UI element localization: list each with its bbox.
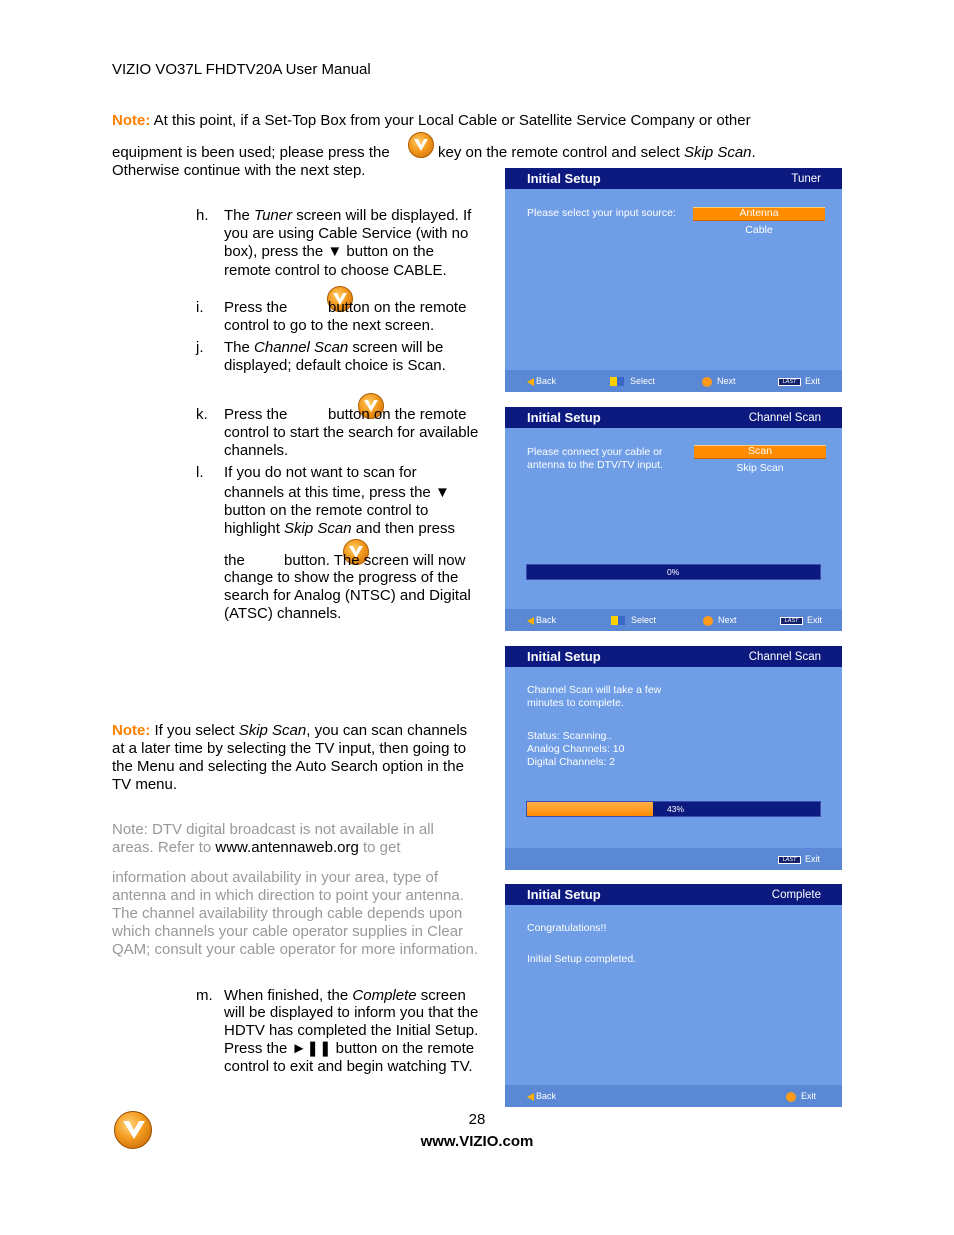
step-k-line1a: Press the (224, 406, 288, 423)
step-h-1b: Tuner (254, 207, 293, 224)
select-icon (610, 377, 624, 386)
intro-note-line2b (438, 144, 756, 162)
exit-v-icon (786, 1092, 796, 1102)
step-i-marker: i. (196, 299, 204, 316)
step-m-line5: control to exit and begin watching TV. (224, 1058, 473, 1075)
tuner-screen (505, 168, 842, 392)
step-m-line1 (224, 987, 466, 1005)
intro-note-line3: Otherwise continue with the next step. (112, 162, 366, 179)
footer-next-label: Next (718, 615, 737, 625)
intro-period: . (751, 144, 756, 161)
step-l-line7: search for Analog (NTSC) and Digital (224, 587, 471, 604)
note-label: Note: (112, 112, 151, 129)
step-m-marker: m. (196, 987, 213, 1004)
step-l-4c: and then press (351, 520, 455, 537)
step-j-1b: Channel Scan (254, 339, 349, 356)
step-l-line3: button on the remote control to (224, 502, 429, 519)
note2-1b: Skip Scan (238, 722, 307, 739)
step-j-marker: j. (196, 339, 204, 356)
step-l-line4 (224, 520, 455, 538)
option-scan[interactable]: Scan (694, 445, 826, 459)
next-v-icon (703, 616, 713, 626)
input-source-prompt: Please select your input source: (527, 207, 676, 219)
note2-line3: the Menu and selecting the Auto Search option in the (112, 758, 464, 775)
step-k-marker: k. (196, 406, 208, 423)
channel-scan-header (505, 407, 842, 428)
option-skip-scan[interactable]: Skip Scan (736, 462, 784, 474)
step-k-line3: channels. (224, 442, 289, 459)
note2-1a: If you select (150, 722, 239, 739)
footer-select-label: Select (630, 376, 656, 386)
complete-screen (505, 884, 842, 1107)
note3-line1: Note: DTV digital broadcast is not available in all (112, 821, 434, 838)
screen-name: Complete (771, 888, 821, 901)
footer-back-label: Back (536, 1091, 557, 1101)
skip-scan-italic: Skip Scan (683, 144, 752, 161)
footer-select[interactable] (610, 376, 655, 386)
footer-back[interactable] (527, 376, 556, 386)
scanning-progress-label: 43% (667, 804, 685, 814)
footer-exit[interactable] (780, 615, 822, 625)
back-arrow-icon (527, 378, 534, 386)
step-j-line2: displayed; default choice is Scan. (224, 357, 446, 374)
step-m-line2: will be displayed to inform you that the (224, 1004, 479, 1021)
back-arrow-icon (527, 617, 534, 625)
antennaweb-link[interactable]: www.antennaweb.org (215, 839, 359, 856)
note3-line5: The channel availability through cable depends upon (112, 905, 463, 922)
footer-back-label: Back (536, 615, 557, 625)
tuner-screen-header (505, 168, 842, 189)
scanning-footer (505, 848, 842, 870)
note3-2c: to get (358, 839, 401, 856)
footer-exit-label: Exit (807, 615, 823, 625)
footer-back[interactable] (527, 1091, 556, 1101)
scan-status: Status: Scanning.. (527, 730, 613, 742)
note2-label: Note: (112, 722, 151, 739)
last-key-icon: LAST (780, 617, 803, 625)
step-h-1c: screen will be displayed. If (292, 207, 472, 224)
step-i-line1b: button on the remote (328, 299, 467, 316)
digital-channels: Digital Channels: 2 (527, 756, 616, 768)
note3-line3: information about availability in your area, type of (112, 869, 439, 886)
note2-line2: at a later time by selecting the TV input, then going to (112, 740, 467, 757)
tuner-screen-footer (505, 370, 842, 392)
step-h-1a: The (224, 207, 255, 224)
step-l-line5b: button. The screen will now (284, 552, 466, 569)
footer-select-label: Select (631, 615, 657, 625)
option-cable[interactable]: Cable (745, 224, 773, 236)
step-m-1c: screen (416, 987, 466, 1004)
scanning-header (505, 646, 842, 667)
footer-next[interactable] (703, 615, 737, 626)
step-l-marker: l. (196, 464, 204, 481)
step-j-1c: screen will be (348, 339, 444, 356)
step-h-line1 (224, 207, 471, 225)
footer-url[interactable]: www.VIZIO.com (420, 1133, 534, 1150)
step-j-1a: The (224, 339, 255, 356)
connect-prompt-line1: Please connect your cable or (527, 446, 663, 458)
step-m-line3: HDTV has completed the Initial Setup. (224, 1022, 479, 1039)
step-k-line1b: button on the remote (328, 406, 467, 423)
footer-exit[interactable] (786, 1091, 816, 1102)
connect-prompt-line2: antenna to the DTV/TV input. (527, 459, 663, 471)
document-header: VIZIO VO37L FHDTV20A User Manual (112, 61, 371, 78)
screen-name: Tuner (791, 172, 821, 185)
footer-select[interactable] (611, 615, 656, 625)
step-l-line2: channels at this time, press the ▼ (224, 484, 450, 501)
scan-progress-label: 0% (667, 567, 680, 577)
scanning-progress-bar (526, 801, 821, 817)
step-l-4b: Skip Scan (284, 520, 352, 537)
screen-name: Channel Scan (748, 650, 821, 663)
intro-text-2a: equipment is been used; please press the (112, 144, 390, 161)
footer-next-label: Next (717, 376, 736, 386)
screen-name: Channel Scan (748, 411, 821, 424)
step-m-1b: Complete (352, 987, 417, 1004)
select-icon (611, 616, 625, 625)
screen-title: Initial Setup (527, 171, 601, 186)
congrats-text: Congratulations!! (527, 922, 607, 934)
channel-scan-screen (505, 407, 842, 631)
footer-exit-label: Exit (801, 1091, 817, 1101)
screen-title: Initial Setup (527, 410, 601, 425)
scan-msg-line1: Channel Scan will take a few (527, 684, 662, 696)
scan-progress-bar (526, 564, 821, 580)
step-l-line5a: the (224, 552, 245, 569)
option-antenna[interactable]: Antenna (693, 207, 825, 221)
note2-line4: TV menu. (112, 776, 178, 793)
note3-line6: which channels your cable operator supplies in Clear (112, 923, 464, 940)
next-v-icon (702, 377, 712, 387)
step-m-1a: When finished, the (224, 987, 353, 1004)
footer-exit-label: Exit (805, 376, 821, 386)
step-j-line1 (224, 339, 443, 357)
step-h-line3: box), press the ▼ button on the (224, 243, 434, 260)
note2-line1 (112, 722, 467, 740)
note3-line4: antenna and in which direction to point your antenna. (112, 887, 464, 904)
footer-next[interactable] (702, 376, 736, 387)
step-i-line1a: Press the (224, 299, 288, 316)
footer-exit[interactable] (778, 854, 820, 864)
scanning-progress-fill (527, 802, 653, 816)
footer-exit-label: Exit (805, 854, 821, 864)
v-button-icon (408, 132, 434, 158)
analog-channels: Analog Channels: 10 (527, 743, 625, 755)
last-key-icon: LAST (778, 856, 801, 864)
step-l-line6: change to show the progress of the (224, 569, 459, 586)
step-l-line8: (ATSC) channels. (224, 605, 342, 622)
note2-1c: , you can scan channels (306, 722, 468, 739)
intro-text-1: At this point, if a Set-Top Box from your Local Cable or Satellite Service Company or other (150, 112, 751, 129)
intro-note-line2 (112, 144, 390, 162)
step-h-line4: remote control to choose CABLE. (224, 262, 447, 279)
page-number: 28 (468, 1111, 486, 1128)
back-arrow-icon (527, 1093, 534, 1101)
step-i-line2: control to go to the next screen. (224, 317, 435, 334)
step-l-4a: highlight (224, 520, 285, 537)
footer-back-label: Back (536, 376, 557, 386)
scanning-screen (505, 646, 842, 870)
footer-back[interactable] (527, 615, 556, 625)
step-m-line4: Press the ►❚❚ button on the remote (224, 1040, 475, 1057)
note3-line2 (112, 839, 401, 857)
screen-title: Initial Setup (527, 887, 601, 902)
channel-scan-footer (505, 609, 842, 631)
step-h-line2: you are using Cable Service (with no (224, 225, 469, 242)
step-h-marker: h. (196, 207, 209, 224)
footer-exit[interactable] (778, 376, 820, 386)
last-key-icon: LAST (778, 378, 801, 386)
scan-msg-line2: minutes to complete. (527, 697, 624, 709)
step-l-line1: If you do not want to scan for (224, 464, 417, 481)
complete-footer (505, 1085, 842, 1107)
step-k-line2: control to start the search for available (224, 424, 479, 441)
intro-text-2b: key on the remote control and select (438, 144, 680, 161)
setup-completed-text: Initial Setup completed. (527, 953, 637, 965)
screen-title: Initial Setup (527, 649, 601, 664)
complete-header (505, 884, 842, 905)
note3-line7: QAM; consult your cable operator for more information. (112, 941, 478, 958)
intro-note-line1 (112, 112, 751, 130)
note3-2a: areas. Refer to (112, 839, 216, 856)
